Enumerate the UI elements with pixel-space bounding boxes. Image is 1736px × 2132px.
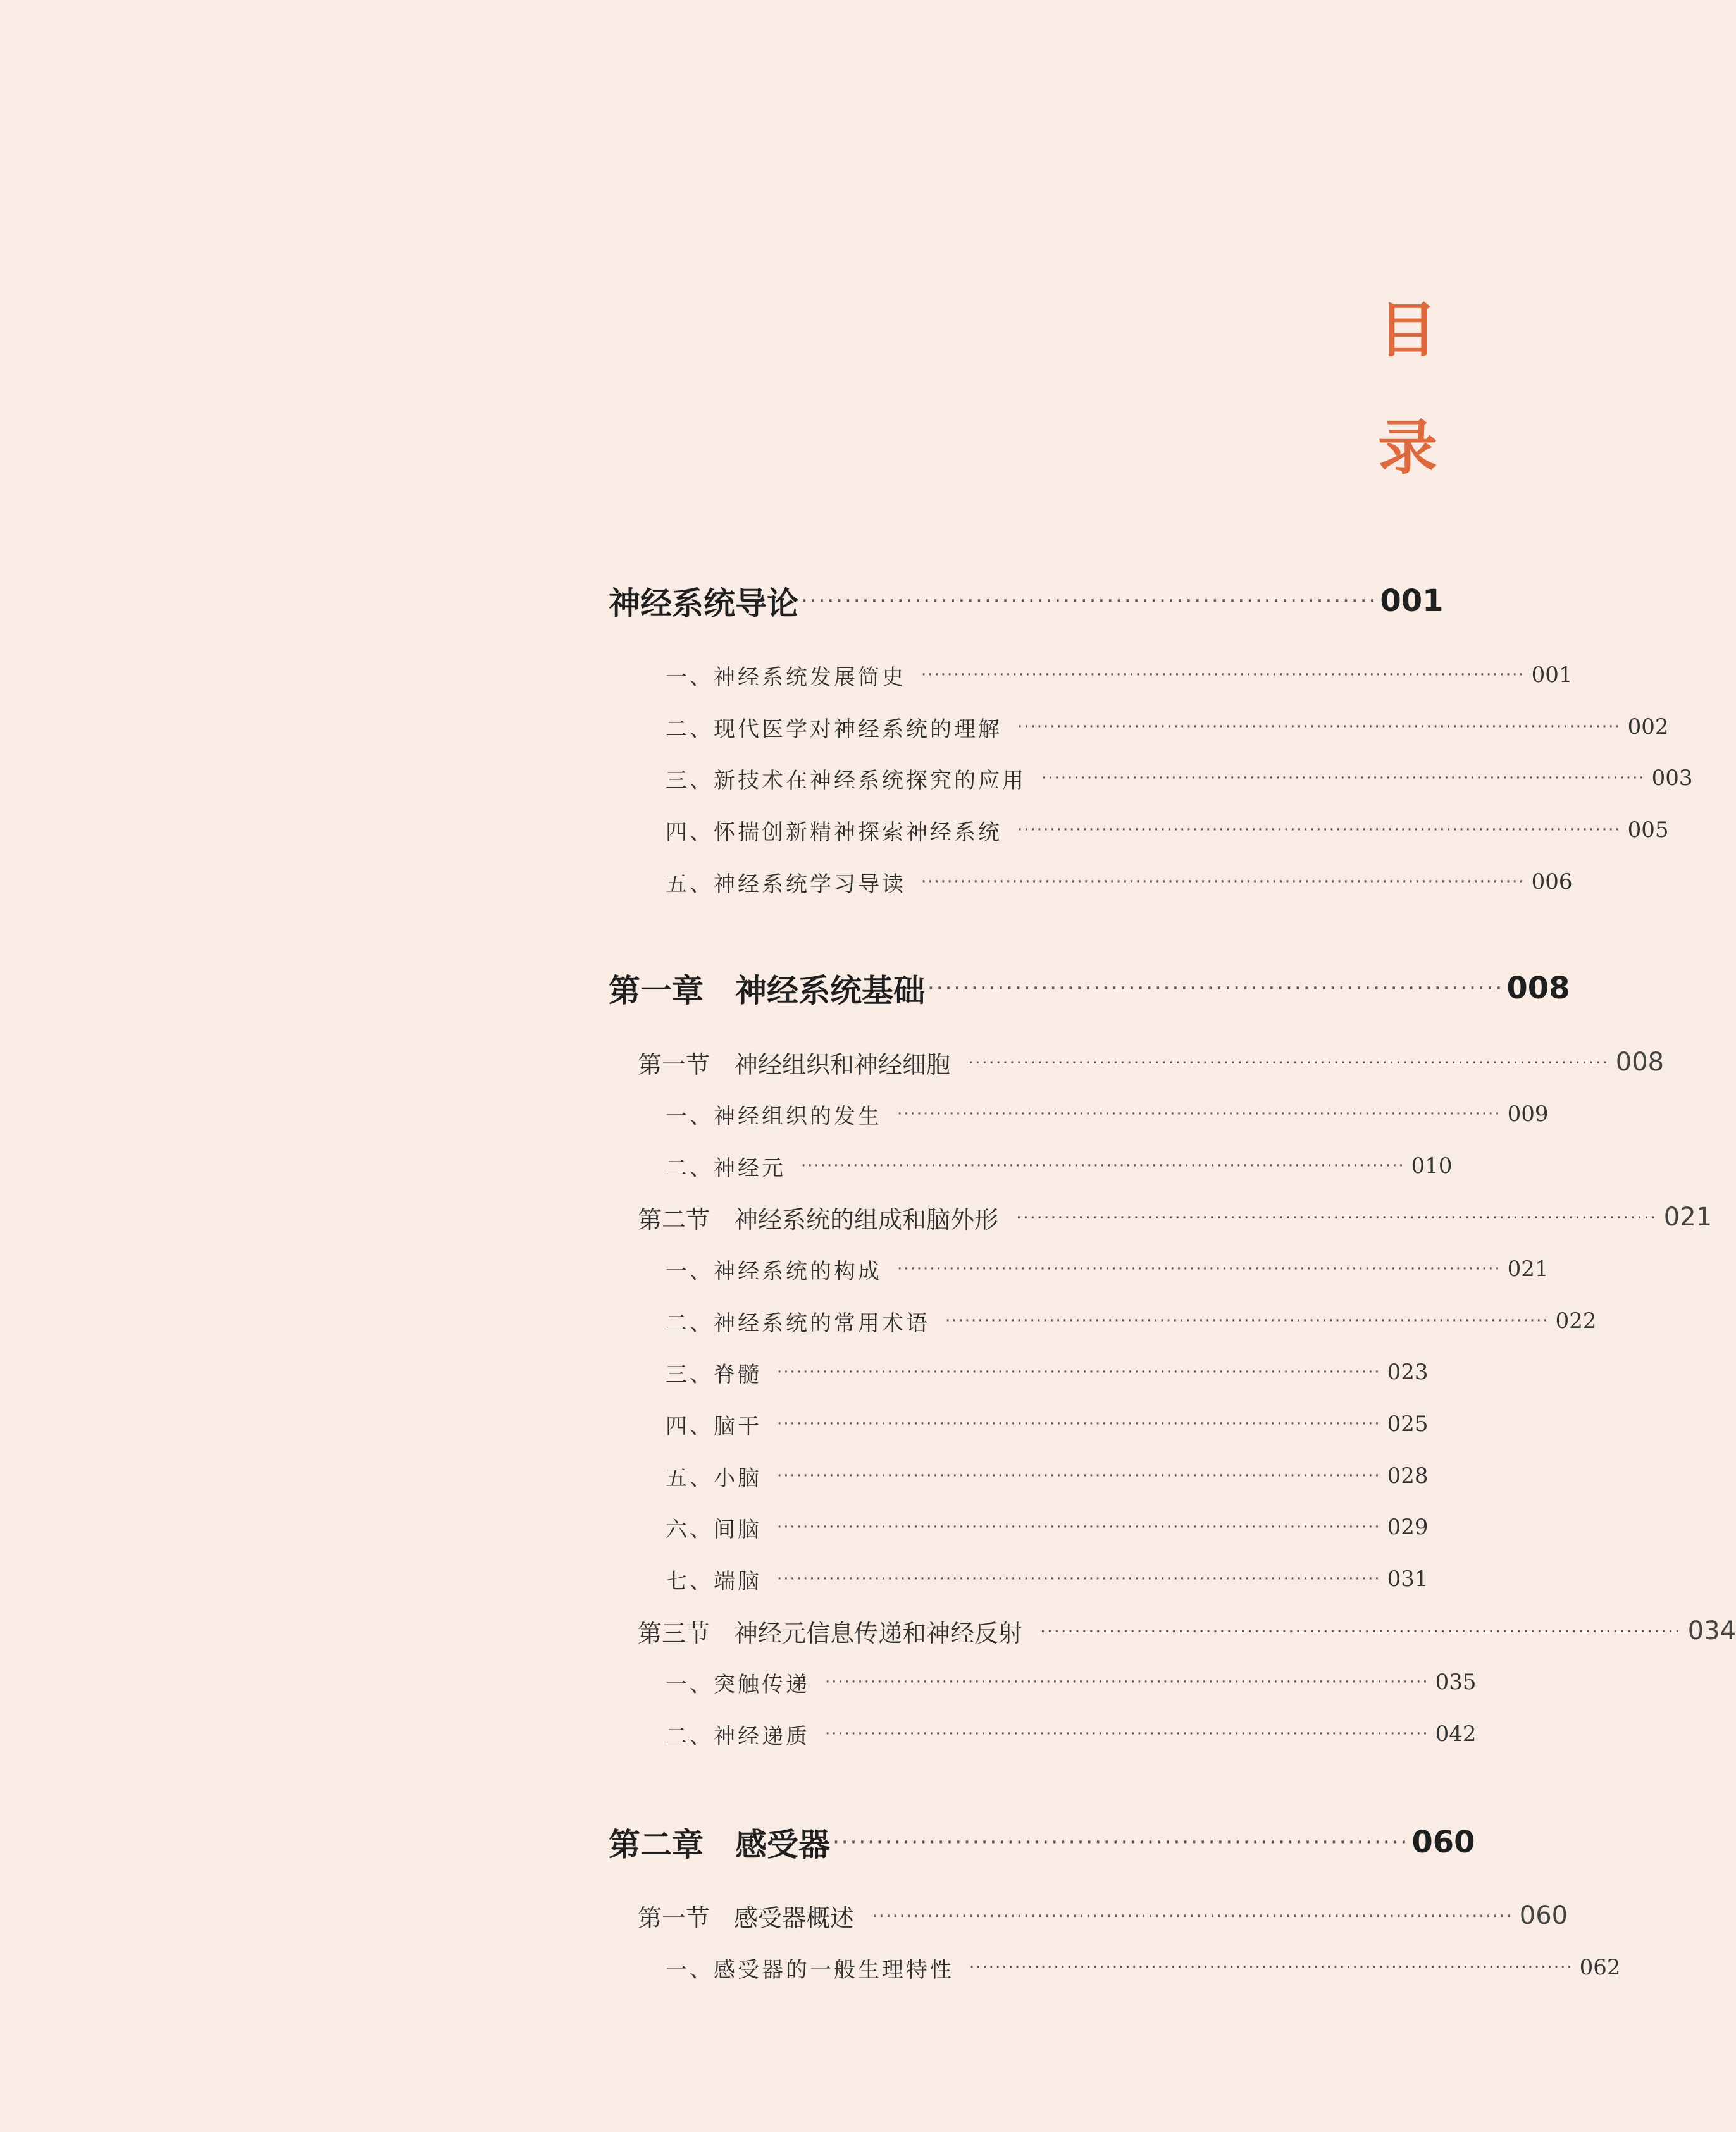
page-number: 005 bbox=[1627, 817, 1669, 843]
toc-item[interactable] bbox=[609, 1715, 1477, 1753]
toc-item[interactable] bbox=[609, 863, 1573, 901]
section-label: 第二节 神经系统的组成和脑外形 bbox=[638, 1205, 999, 1234]
toc-item[interactable] bbox=[609, 1405, 1429, 1443]
toc-item[interactable] bbox=[609, 1508, 1429, 1546]
toc-item[interactable] bbox=[609, 1949, 1621, 1986]
dot-leader: ····························································································· bbox=[1041, 769, 1646, 788]
toc-section[interactable] bbox=[609, 1198, 1713, 1236]
page-number: 031 bbox=[1387, 1566, 1429, 1592]
heading-char: 录 bbox=[1378, 414, 1438, 483]
page-heading bbox=[1378, 272, 1436, 507]
page-number: 006 bbox=[1531, 869, 1573, 895]
page-number: 042 bbox=[1435, 1721, 1477, 1747]
page-number: 001 bbox=[1380, 583, 1444, 619]
chapter-title: 第二章 感受器 bbox=[609, 1826, 830, 1863]
toc-item[interactable] bbox=[609, 1457, 1429, 1495]
page-number: 008 bbox=[1615, 1048, 1665, 1077]
page-number: 021 bbox=[1507, 1256, 1549, 1282]
dot-leader: ····························································································· bbox=[777, 1415, 1381, 1434]
toc-item[interactable] bbox=[609, 811, 1669, 849]
dot-leader: ·································································· bbox=[801, 588, 1378, 614]
item-label: 五、小脑 bbox=[666, 1465, 762, 1491]
item-label: 七、端脑 bbox=[666, 1568, 762, 1594]
toc-item[interactable] bbox=[609, 759, 1693, 797]
page-number: 001 bbox=[1531, 662, 1573, 688]
page-number: 029 bbox=[1387, 1515, 1429, 1540]
heading-char: 目 bbox=[1378, 296, 1438, 365]
dot-leader: ····························································································· bbox=[968, 1051, 1609, 1073]
dot-leader: ····························································································· bbox=[1016, 1206, 1658, 1228]
dot-leader: ·································································· bbox=[833, 1830, 1410, 1855]
toc-chapter-1[interactable] bbox=[609, 963, 1570, 1013]
item-label: 二、神经系统的常用术语 bbox=[666, 1310, 930, 1336]
dot-leader: ····························································································· bbox=[897, 1105, 1501, 1124]
page-number: 021 bbox=[1663, 1203, 1713, 1232]
dot-leader: ····························································································· bbox=[969, 1958, 1573, 1977]
page-number: 060 bbox=[1411, 1825, 1475, 1860]
item-label: 一、突触传递 bbox=[666, 1671, 810, 1697]
page-number: 022 bbox=[1555, 1308, 1597, 1334]
page-number: 008 bbox=[1506, 970, 1570, 1006]
dot-leader: ····························································································· bbox=[921, 872, 1525, 891]
item-label: 四、怀揣创新精神探索神经系统 bbox=[666, 819, 1002, 845]
dot-leader: ·································································· bbox=[927, 976, 1504, 1001]
item-label: 六、间脑 bbox=[666, 1516, 762, 1542]
dot-leader: ····························································································· bbox=[777, 1518, 1381, 1537]
toc-item[interactable] bbox=[609, 1663, 1477, 1701]
item-label: 二、神经递质 bbox=[666, 1723, 810, 1749]
table-of-contents bbox=[609, 0, 1736, 2132]
page-number: 025 bbox=[1387, 1411, 1429, 1437]
dot-leader: ····························································································· bbox=[921, 666, 1525, 685]
item-label: 一、神经系统发展简史 bbox=[666, 664, 906, 690]
item-label: 一、神经系统的构成 bbox=[666, 1258, 882, 1284]
toc-item[interactable] bbox=[609, 1302, 1597, 1340]
dot-leader: ····························································································· bbox=[872, 1905, 1513, 1926]
toc-item[interactable] bbox=[609, 1095, 1549, 1133]
page-number: 023 bbox=[1387, 1360, 1429, 1385]
toc-chapter-2[interactable] bbox=[609, 1817, 1475, 1868]
dot-leader: ····························································································· bbox=[1040, 1620, 1682, 1642]
page-number: 062 bbox=[1579, 1955, 1621, 1980]
item-label: 三、新技术在神经系统探究的应用 bbox=[666, 767, 1026, 793]
item-label: 一、神经组织的发生 bbox=[666, 1103, 882, 1129]
page-number: 010 bbox=[1411, 1153, 1453, 1179]
page-number: 009 bbox=[1507, 1101, 1549, 1127]
toc-chapter-intro[interactable] bbox=[609, 576, 1444, 626]
toc-section[interactable] bbox=[609, 1612, 1736, 1650]
toc-section[interactable] bbox=[609, 1897, 1568, 1935]
item-label: 五、神经系统学习导读 bbox=[666, 871, 906, 897]
dot-leader: ····························································································· bbox=[777, 1570, 1381, 1589]
dot-leader: ····························································································· bbox=[945, 1311, 1549, 1330]
toc-item[interactable] bbox=[609, 1353, 1429, 1391]
section-label: 第一节 感受器概述 bbox=[638, 1904, 855, 1932]
page-number: 034 bbox=[1687, 1616, 1736, 1645]
dot-leader: ····························································································· bbox=[801, 1156, 1405, 1175]
item-label: 三、脊髓 bbox=[666, 1361, 762, 1387]
dot-leader: ····························································································· bbox=[777, 1466, 1381, 1485]
page-number: 035 bbox=[1435, 1670, 1477, 1695]
page-number: 060 bbox=[1519, 1901, 1568, 1930]
chapter-title: 第一章 神经系统基础 bbox=[609, 972, 925, 1009]
toc-section[interactable] bbox=[609, 1043, 1665, 1081]
toc-item[interactable] bbox=[609, 708, 1669, 746]
page-number: 003 bbox=[1651, 765, 1693, 791]
page-number: 028 bbox=[1387, 1463, 1429, 1489]
item-label: 二、神经元 bbox=[666, 1155, 786, 1181]
toc-item[interactable] bbox=[609, 1250, 1549, 1288]
toc-item[interactable] bbox=[609, 1147, 1453, 1185]
dot-leader: ····························································································· bbox=[1017, 717, 1621, 736]
dot-leader: ····························································································· bbox=[1017, 821, 1621, 840]
section-label: 第一节 神经组织和神经细胞 bbox=[638, 1050, 951, 1079]
toc-item[interactable] bbox=[609, 1560, 1429, 1598]
dot-leader: ····························································································· bbox=[897, 1260, 1501, 1279]
dot-leader: ····························································································· bbox=[825, 1725, 1429, 1744]
page-number: 002 bbox=[1627, 714, 1669, 740]
toc-item[interactable] bbox=[609, 656, 1573, 694]
item-label: 二、现代医学对神经系统的理解 bbox=[666, 716, 1002, 742]
item-label: 四、脑干 bbox=[666, 1413, 762, 1439]
dot-leader: ····························································································· bbox=[825, 1673, 1429, 1692]
section-label: 第三节 神经元信息传递和神经反射 bbox=[638, 1619, 1023, 1647]
chapter-title: 神经系统导论 bbox=[609, 585, 798, 622]
item-label: 一、感受器的一般生理特性 bbox=[666, 1957, 954, 1983]
dot-leader: ····························································································· bbox=[777, 1363, 1381, 1382]
